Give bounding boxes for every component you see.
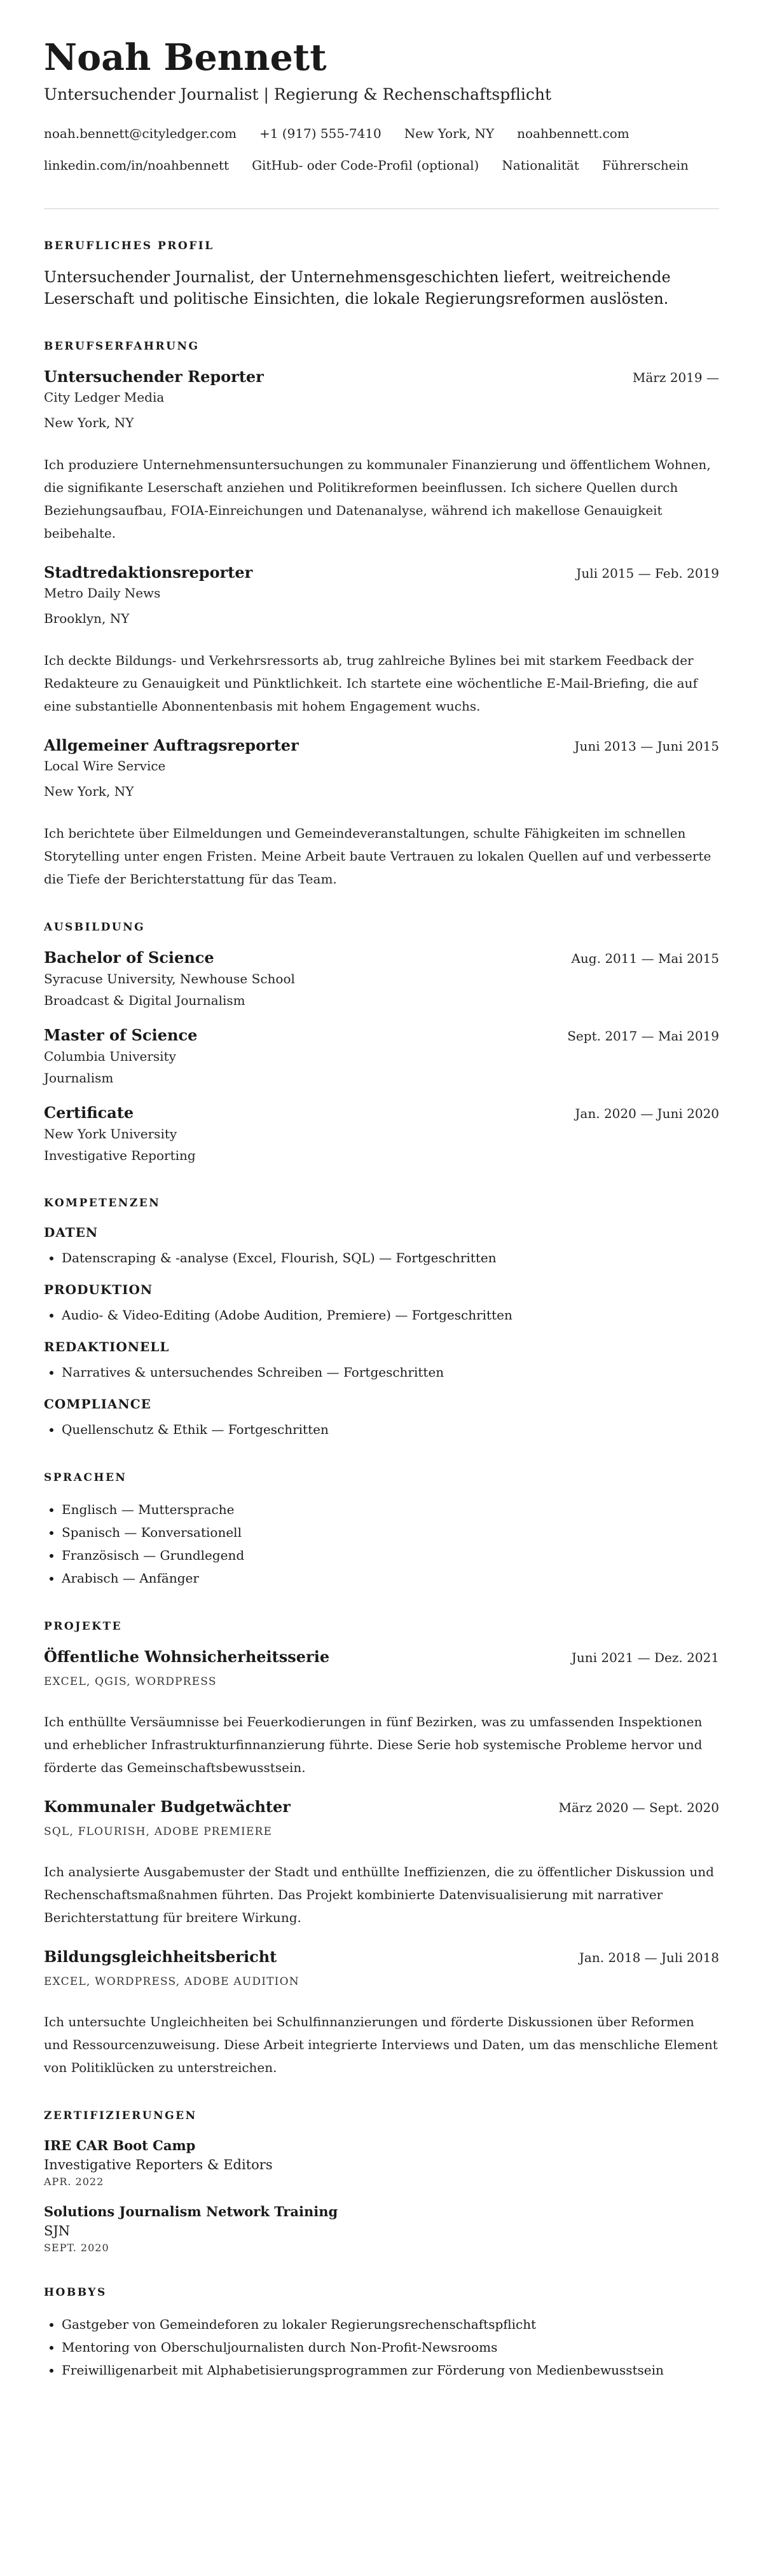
project-tech: SQL, FLOURISH, ADOBE PREMIERE	[44, 1825, 273, 1838]
resume-header	[44, 36, 719, 209]
education-date: Jan. 2020 — Juni 2020	[575, 1106, 719, 1121]
project-description: Ich analysierte Ausgabemuster der Stadt und enthüllte Ineffizienzen, die zu öffentlicher Diskussion und Rechenschaftsmaßnahmen führten. Das Projekt kombinierte Datenvisualisierung mit narrativer Berichterstattung für breitere Wirkung.	[44, 1864, 714, 1925]
skill-category: REDAKTIONELL	[44, 1339, 170, 1354]
section-title-languages: SPRACHEN	[44, 1471, 127, 1484]
certification-issuer: SJN	[44, 2223, 71, 2239]
education-date: Aug. 2011 — Mai 2015	[571, 951, 719, 966]
project-tech: EXCEL, QGIS, WORDPRESS	[44, 1675, 217, 1688]
section-title-profile: BERUFLICHES PROFIL	[44, 240, 214, 252]
contact-website[interactable]: noahbennett.com	[517, 126, 629, 141]
certification-name: IRE CAR Boot Camp	[44, 2137, 196, 2153]
contact-phone[interactable]: +1 (917) 555-7410	[259, 126, 382, 141]
project-entry	[44, 1947, 719, 2079]
language-item: • Arabisch — Anfänger	[62, 1567, 719, 1590]
education-entry	[44, 1103, 719, 1166]
education-date: Sept. 2017 — Mai 2019	[567, 1028, 719, 1044]
job-date: Juni 2013 — Juni 2015	[574, 739, 719, 754]
degree: Bachelor of Science	[44, 948, 214, 967]
job-location: Brooklyn, NY	[44, 611, 130, 626]
contact-list	[44, 125, 719, 188]
job-title: Untersuchender Reporter	[44, 367, 264, 386]
project-tech: EXCEL, WORDPRESS, ADOBE AUDITION	[44, 1975, 299, 1988]
school: New York University	[44, 1126, 177, 1141]
skill-item: • Quellenschutz & Ethik — Fortgeschritten	[62, 1418, 719, 1441]
skill-item: • Datenscraping & -analyse (Excel, Flourish, SQL) — Fortgeschritten	[62, 1246, 719, 1269]
contact-email[interactable]: noah.bennett@cityledger.com	[44, 126, 237, 141]
job-title: Stadtredaktionsreporter	[44, 563, 253, 582]
project-description: Ich untersuchte Ungleichheiten bei Schulfinnanzierungen und förderte Diskussionen über Reformen und Ressourcenzuweisung. Diese Arbeit integrierte Interviews und Daten, um das menschliche Element von Politiklücken zu unterstreichen.	[44, 2014, 718, 2075]
language-list	[44, 1498, 719, 1590]
field-of-study: Investigative Reporting	[44, 1148, 196, 1163]
project-name: Öffentliche Wohnsicherheitsserie	[44, 1647, 330, 1666]
hobby-item: • Freiwilligenarbeit mit Alphabetisierungsprogrammen zur Förderung von Medienbewusstsein	[62, 2359, 719, 2382]
degree: Certificate	[44, 1103, 134, 1122]
hobby-item: • Mentoring von Oberschuljournalisten durch Non-Profit-Newsrooms	[62, 2336, 719, 2359]
school: Columbia University	[44, 1049, 176, 1064]
field-of-study: Journalism	[44, 1070, 114, 1086]
skills-section	[44, 1196, 719, 1441]
degree: Master of Science	[44, 1026, 198, 1044]
skill-list	[44, 1418, 719, 1441]
certification-entry	[44, 2136, 719, 2190]
experience-section	[44, 339, 719, 890]
language-item: • Englisch — Muttersprache	[62, 1498, 719, 1521]
project-entry	[44, 1797, 719, 1929]
job-date: März 2019 —	[632, 370, 719, 385]
job-description: Ich deckte Bildungs- und Verkehrsressorts ab, trug zahlreiche Bylines bei mit starkem Feedback der Redakteure zu Genauigkeit und Pünktlichkeit. Ich startete eine wöchentliche E-Mail-Briefing, die auf eine substantielle Abonnentenbasis mit hohem Engagement wuchs.	[44, 653, 698, 714]
job-date: Juli 2015 — Feb. 2019	[576, 566, 719, 581]
employer: Metro Daily News	[44, 585, 161, 601]
contact-location: New York, NY	[404, 126, 495, 141]
profile-text: Untersuchender Journalist, der Unternehmensgeschichten liefert, weitreichende Leserschaft und politische Einsichten, die lokale Regierungsreformen auslösten.	[44, 268, 671, 308]
skill-item: • Narratives & untersuchendes Schreiben — Fortgeschritten	[62, 1361, 719, 1384]
profile-section	[44, 238, 719, 310]
project-description: Ich enthüllte Versäumnisse bei Feuerkodierungen in fünf Bezirken, was zu umfassenden Inspektionen und erheblicher Infrastrukturfinnanzierung führte. Diese Serie hob systemische Probleme hervor und förderte das Gemeinschaftsbewusstsein.	[44, 1714, 703, 1775]
certification-date: APR. 2022	[44, 2176, 104, 2188]
project-date: Jan. 2018 — Juli 2018	[579, 1950, 719, 1965]
job-description: Ich berichtete über Eilmeldungen und Gemeindeveranstaltungen, schulte Fähigkeiten im schnellen Storytelling unter engen Fristen. Meine Arbeit baute Vertrauen zu lokalen Quellen auf und verbesserte die Tiefe der Berichterstattung für das Team.	[44, 826, 711, 887]
experience-entry	[44, 735, 719, 890]
skill-category: PRODUKTION	[44, 1282, 153, 1297]
certification-date: SEPT. 2020	[44, 2242, 109, 2254]
education-section	[44, 920, 719, 1166]
contact-license: Führerschein	[601, 158, 689, 173]
experience-entry	[44, 367, 719, 545]
job-location: New York, NY	[44, 784, 134, 799]
headline: Untersuchender Journalist | Regierung & Rechenschaftspflicht	[44, 85, 552, 104]
experience-entry	[44, 562, 719, 718]
certification-entry	[44, 2202, 719, 2256]
skill-item: • Audio- & Video-Editing (Adobe Audition, Premiere) — Fortgeschritten	[62, 1304, 719, 1326]
contact-github[interactable]: GitHub- oder Code-Profil (optional)	[252, 158, 479, 173]
hobby-list	[44, 2313, 719, 2382]
project-name: Bildungsgleichheitsbericht	[44, 1947, 277, 1966]
section-title-hobbies: HOBBYS	[44, 2286, 107, 2299]
hobbies-section	[44, 2285, 719, 2382]
certifications-section	[44, 2108, 719, 2256]
section-title-certifications: ZERTIFIZIERUNGEN	[44, 2109, 197, 2122]
candidate-name: Noah Bennett	[44, 36, 327, 79]
section-title-experience: BERUFSERFAHRUNG	[44, 340, 200, 353]
contact-linkedin[interactable]: linkedin.com/in/noahbennett	[44, 158, 230, 173]
project-date: Juni 2021 — Dez. 2021	[571, 1650, 719, 1665]
section-title-education: AUSBILDUNG	[44, 921, 146, 934]
education-entry	[44, 1025, 719, 1089]
job-location: New York, NY	[44, 415, 134, 430]
skill-list	[44, 1304, 719, 1326]
project-entry	[44, 1647, 719, 1779]
skill-category: COMPLIANCE	[44, 1396, 151, 1412]
certification-issuer: Investigative Reporters & Editors	[44, 2157, 273, 2172]
project-name: Kommunaler Budgetwächter	[44, 1797, 291, 1816]
employer: City Ledger Media	[44, 390, 165, 405]
school: Syracuse University, Newhouse School	[44, 971, 295, 986]
job-title: Allgemeiner Auftragsreporter	[44, 736, 299, 754]
header-divider	[44, 208, 719, 209]
certification-name: Solutions Journalism Network Training	[44, 2204, 338, 2219]
skill-category: DATEN	[44, 1225, 99, 1240]
languages-section	[44, 1470, 719, 1590]
education-entry	[44, 948, 719, 1011]
section-title-skills: KOMPETENZEN	[44, 1197, 161, 1210]
language-item: • Spanisch — Konversationell	[62, 1521, 719, 1544]
project-date: März 2020 — Sept. 2020	[558, 1800, 719, 1815]
job-description: Ich produziere Unternehmensuntersuchungen zu kommunaler Finanzierung und öffentlichem Wohnen, die signifikante Leserschaft anziehen und Politikreformen beeinflussen. Ich sichere Quellen durch Beziehungsaufbau, FOIA-Einreichungen und Datenanalyse, während ich makellose Genauigkeit beibehalte.	[44, 457, 711, 541]
skill-list	[44, 1361, 719, 1384]
projects-section	[44, 1619, 719, 2079]
language-item: • Französisch — Grundlegend	[62, 1544, 719, 1567]
field-of-study: Broadcast & Digital Journalism	[44, 993, 245, 1008]
skill-list	[44, 1246, 719, 1269]
contact-nationality: Nationalität	[502, 158, 579, 173]
hobby-item: • Gastgeber von Gemeindeforen zu lokaler Regierungsrechenschaftspflicht	[62, 2313, 719, 2336]
section-title-projects: PROJEKTE	[44, 1620, 123, 1633]
employer: Local Wire Service	[44, 758, 166, 773]
